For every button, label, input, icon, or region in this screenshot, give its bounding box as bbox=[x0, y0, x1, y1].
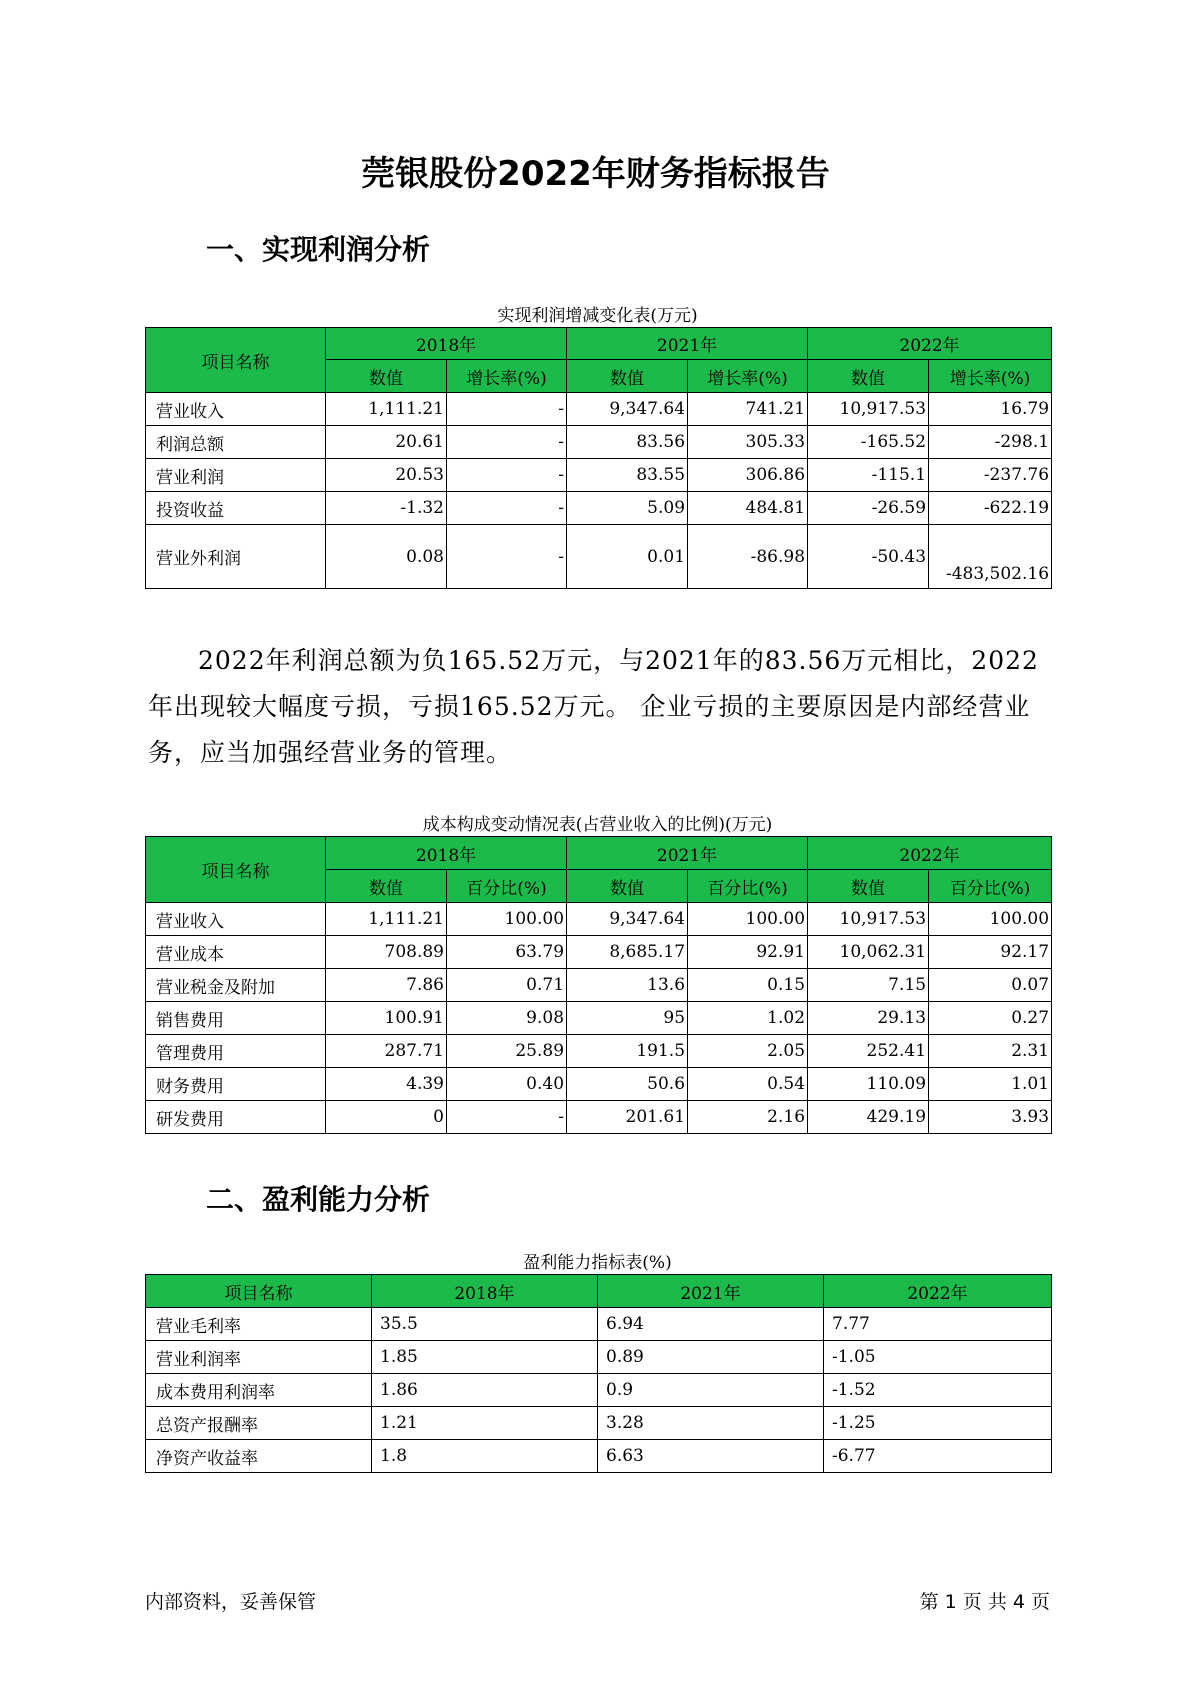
table-cell: 0.15 bbox=[688, 969, 808, 1002]
table-cell: -237.76 bbox=[929, 459, 1052, 492]
table-row bbox=[146, 459, 1052, 492]
row-label: 投资收益 bbox=[146, 492, 326, 525]
cost-item-header: 项目名称 bbox=[146, 837, 326, 903]
table-row bbox=[146, 525, 1052, 589]
table-cell: 3.93 bbox=[929, 1101, 1052, 1134]
table-row bbox=[146, 393, 1052, 426]
footer-confidential-note: 内部资料，妥善保管 bbox=[145, 1591, 317, 1613]
row-label: 成本费用利润率 bbox=[146, 1374, 372, 1407]
profit-year-header: 2018年 bbox=[326, 328, 567, 360]
table-cell: -86.98 bbox=[688, 525, 808, 589]
table-cell: -115.1 bbox=[808, 459, 929, 492]
table-cell: - bbox=[447, 459, 567, 492]
row-label: 销售费用 bbox=[146, 1002, 326, 1035]
table-cell: -1.25 bbox=[824, 1407, 1052, 1440]
table-cell: 16.79 bbox=[929, 393, 1052, 426]
row-label: 管理费用 bbox=[146, 1035, 326, 1068]
ratio-header: 2018年 bbox=[372, 1275, 598, 1308]
table-cell: 10,062.31 bbox=[808, 936, 929, 969]
table-row bbox=[146, 1308, 1052, 1341]
table-cell: 9,347.64 bbox=[567, 393, 688, 426]
table-cell: 7.15 bbox=[808, 969, 929, 1002]
table-cell: 287.71 bbox=[326, 1035, 447, 1068]
table-cell: 100.91 bbox=[326, 1002, 447, 1035]
table-cell: 6.94 bbox=[598, 1308, 824, 1341]
table-cell: 306.86 bbox=[688, 459, 808, 492]
cost-subheader-pct: 百分比(%) bbox=[688, 870, 808, 903]
table-cell: 305.33 bbox=[688, 426, 808, 459]
profit-subheader-rate: 增长率(%) bbox=[929, 360, 1052, 393]
table-cell: -50.43 bbox=[808, 525, 929, 589]
ratio-header: 项目名称 bbox=[146, 1275, 372, 1308]
table-cell: -1.32 bbox=[326, 492, 447, 525]
row-label: 营业税金及附加 bbox=[146, 969, 326, 1002]
table-cell: 708.89 bbox=[326, 936, 447, 969]
cost-year-header: 2018年 bbox=[326, 837, 567, 870]
table-cell: 95 bbox=[567, 1002, 688, 1035]
table-cell: 0.54 bbox=[688, 1068, 808, 1101]
row-label: 营业收入 bbox=[146, 903, 326, 936]
cost-subheader-pct: 百分比(%) bbox=[447, 870, 567, 903]
profit-subheader-rate: 增长率(%) bbox=[447, 360, 567, 393]
table-cell: 0.08 bbox=[326, 525, 447, 589]
table-cell: 1,111.21 bbox=[326, 903, 447, 936]
section-heading-profitability: 二、盈利能力分析 bbox=[206, 1183, 431, 1216]
table-cell: 4.39 bbox=[326, 1068, 447, 1101]
table-cell: 2.31 bbox=[929, 1035, 1052, 1068]
table-cell: 10,917.53 bbox=[808, 393, 929, 426]
table-cell: -1.52 bbox=[824, 1374, 1052, 1407]
profit-subheader-value: 数值 bbox=[326, 360, 447, 393]
row-label: 营业利润 bbox=[146, 459, 326, 492]
row-label: 营业外利润 bbox=[146, 525, 326, 589]
cost-subheader-value: 数值 bbox=[808, 870, 929, 903]
table-cell: - bbox=[447, 492, 567, 525]
table-cell: 0.71 bbox=[447, 969, 567, 1002]
section-heading-profit: 一、实现利润分析 bbox=[206, 233, 431, 266]
table-cell: 1.85 bbox=[372, 1341, 598, 1374]
table-cell: 2.16 bbox=[688, 1101, 808, 1134]
table-cell: 83.55 bbox=[567, 459, 688, 492]
table-row bbox=[146, 492, 1052, 525]
table-cell: 1.86 bbox=[372, 1374, 598, 1407]
table-cell: 9,347.64 bbox=[567, 903, 688, 936]
table-cell: 29.13 bbox=[808, 1002, 929, 1035]
row-label: 研发费用 bbox=[146, 1101, 326, 1134]
table-row bbox=[146, 1002, 1052, 1035]
ratio-header: 2021年 bbox=[598, 1275, 824, 1308]
table-cell: 7.86 bbox=[326, 969, 447, 1002]
cost-subheader-value: 数值 bbox=[326, 870, 447, 903]
table-cell: 100.00 bbox=[929, 903, 1052, 936]
table-cell: - bbox=[447, 426, 567, 459]
table-cell: 8,685.17 bbox=[567, 936, 688, 969]
profit-subheader-value: 数值 bbox=[808, 360, 929, 393]
ratio-header: 2022年 bbox=[824, 1275, 1052, 1308]
table-cell: 741.21 bbox=[688, 393, 808, 426]
table-cell: 100.00 bbox=[688, 903, 808, 936]
table-cell: 484.81 bbox=[688, 492, 808, 525]
table-cell: 63.79 bbox=[447, 936, 567, 969]
table-row bbox=[146, 1101, 1052, 1134]
analysis-text: 2022年利润总额为负165.52万元，与2021年的83.56万元相比，2022年出现较大幅度亏损，亏损165.52万元。 企业亏损的主要原因是内部经营业务，应当加强经营业务的管理。 bbox=[148, 646, 1039, 767]
table-cell: 1.02 bbox=[688, 1002, 808, 1035]
table-cell: 252.41 bbox=[808, 1035, 929, 1068]
table-row bbox=[146, 1068, 1052, 1101]
table-cell: 83.56 bbox=[567, 426, 688, 459]
table-cell: -6.77 bbox=[824, 1440, 1052, 1473]
table-cell: 6.63 bbox=[598, 1440, 824, 1473]
table-row bbox=[146, 1407, 1052, 1440]
table-cell: 20.61 bbox=[326, 426, 447, 459]
footer-page-number: 第 1 页 共 4 页 bbox=[919, 1591, 1050, 1613]
table-cell: - bbox=[447, 1101, 567, 1134]
table-cell: 92.17 bbox=[929, 936, 1052, 969]
profit-item-header: 项目名称 bbox=[146, 328, 326, 393]
row-label: 财务费用 bbox=[146, 1068, 326, 1101]
cost-year-header: 2021年 bbox=[567, 837, 808, 870]
table-cell: 2.05 bbox=[688, 1035, 808, 1068]
cost-subheader-pct: 百分比(%) bbox=[929, 870, 1052, 903]
ratio-table bbox=[145, 1274, 1052, 1473]
table-cell: 0.9 bbox=[598, 1374, 824, 1407]
table-cell: 7.77 bbox=[824, 1308, 1052, 1341]
table-cell: 201.61 bbox=[567, 1101, 688, 1134]
profit-year-header: 2022年 bbox=[808, 328, 1052, 360]
profit-year-header: 2021年 bbox=[567, 328, 808, 360]
table-cell: 10,917.53 bbox=[808, 903, 929, 936]
table-cell: -298.1 bbox=[929, 426, 1052, 459]
row-label: 利润总额 bbox=[146, 426, 326, 459]
row-label: 总资产报酬率 bbox=[146, 1407, 372, 1440]
cost-table-caption: 成本构成变动情况表(占营业收入的比例)(万元) bbox=[422, 815, 773, 835]
table-cell: 25.89 bbox=[447, 1035, 567, 1068]
table-cell: -165.52 bbox=[808, 426, 929, 459]
table-row bbox=[146, 1035, 1052, 1068]
table-cell: 20.53 bbox=[326, 459, 447, 492]
table-cell: 100.00 bbox=[447, 903, 567, 936]
table-cell: 110.09 bbox=[808, 1068, 929, 1101]
table-cell: 13.6 bbox=[567, 969, 688, 1002]
table-row bbox=[146, 1440, 1052, 1473]
table-cell: 50.6 bbox=[567, 1068, 688, 1101]
cost-table bbox=[145, 836, 1052, 1134]
table-cell: 0.40 bbox=[447, 1068, 567, 1101]
row-label: 营业收入 bbox=[146, 393, 326, 426]
cost-subheader-value: 数值 bbox=[567, 870, 688, 903]
table-row bbox=[146, 1341, 1052, 1374]
row-label: 营业毛利率 bbox=[146, 1308, 372, 1341]
table-cell: 0 bbox=[326, 1101, 447, 1134]
row-label: 营业成本 bbox=[146, 936, 326, 969]
analysis-paragraph bbox=[148, 638, 1058, 776]
table-cell: 1.8 bbox=[372, 1440, 598, 1473]
ratio-table-caption: 盈利能力指标表(%) bbox=[523, 1253, 672, 1273]
table-cell: 0.89 bbox=[598, 1341, 824, 1374]
table-row bbox=[146, 969, 1052, 1002]
profit-table-caption: 实现利润增减变化表(万元) bbox=[497, 306, 698, 326]
table-row bbox=[146, 1374, 1052, 1407]
profit-subheader-rate: 增长率(%) bbox=[688, 360, 808, 393]
profit-subheader-value: 数值 bbox=[567, 360, 688, 393]
table-cell: 92.91 bbox=[688, 936, 808, 969]
page-title: 莞银股份2022年财务指标报告 bbox=[361, 154, 830, 194]
table-cell: -26.59 bbox=[808, 492, 929, 525]
table-cell: 5.09 bbox=[567, 492, 688, 525]
table-row bbox=[146, 903, 1052, 936]
table-row bbox=[146, 936, 1052, 969]
table-cell: -483,502.16 bbox=[929, 525, 1052, 589]
table-cell: 35.5 bbox=[372, 1308, 598, 1341]
table-cell: - bbox=[447, 393, 567, 426]
table-cell: 9.08 bbox=[447, 1002, 567, 1035]
table-cell: -622.19 bbox=[929, 492, 1052, 525]
table-cell: 1,111.21 bbox=[326, 393, 447, 426]
table-row bbox=[146, 426, 1052, 459]
cost-year-header: 2022年 bbox=[808, 837, 1052, 870]
table-cell: - bbox=[447, 525, 567, 589]
table-cell: 0.01 bbox=[567, 525, 688, 589]
table-cell: 429.19 bbox=[808, 1101, 929, 1134]
table-cell: 1.21 bbox=[372, 1407, 598, 1440]
table-cell: 191.5 bbox=[567, 1035, 688, 1068]
table-cell: -1.05 bbox=[824, 1341, 1052, 1374]
row-label: 营业利润率 bbox=[146, 1341, 372, 1374]
profit-table bbox=[145, 327, 1052, 589]
table-cell: 1.01 bbox=[929, 1068, 1052, 1101]
table-cell: 3.28 bbox=[598, 1407, 824, 1440]
table-cell: 0.27 bbox=[929, 1002, 1052, 1035]
row-label: 净资产收益率 bbox=[146, 1440, 372, 1473]
table-cell: 0.07 bbox=[929, 969, 1052, 1002]
